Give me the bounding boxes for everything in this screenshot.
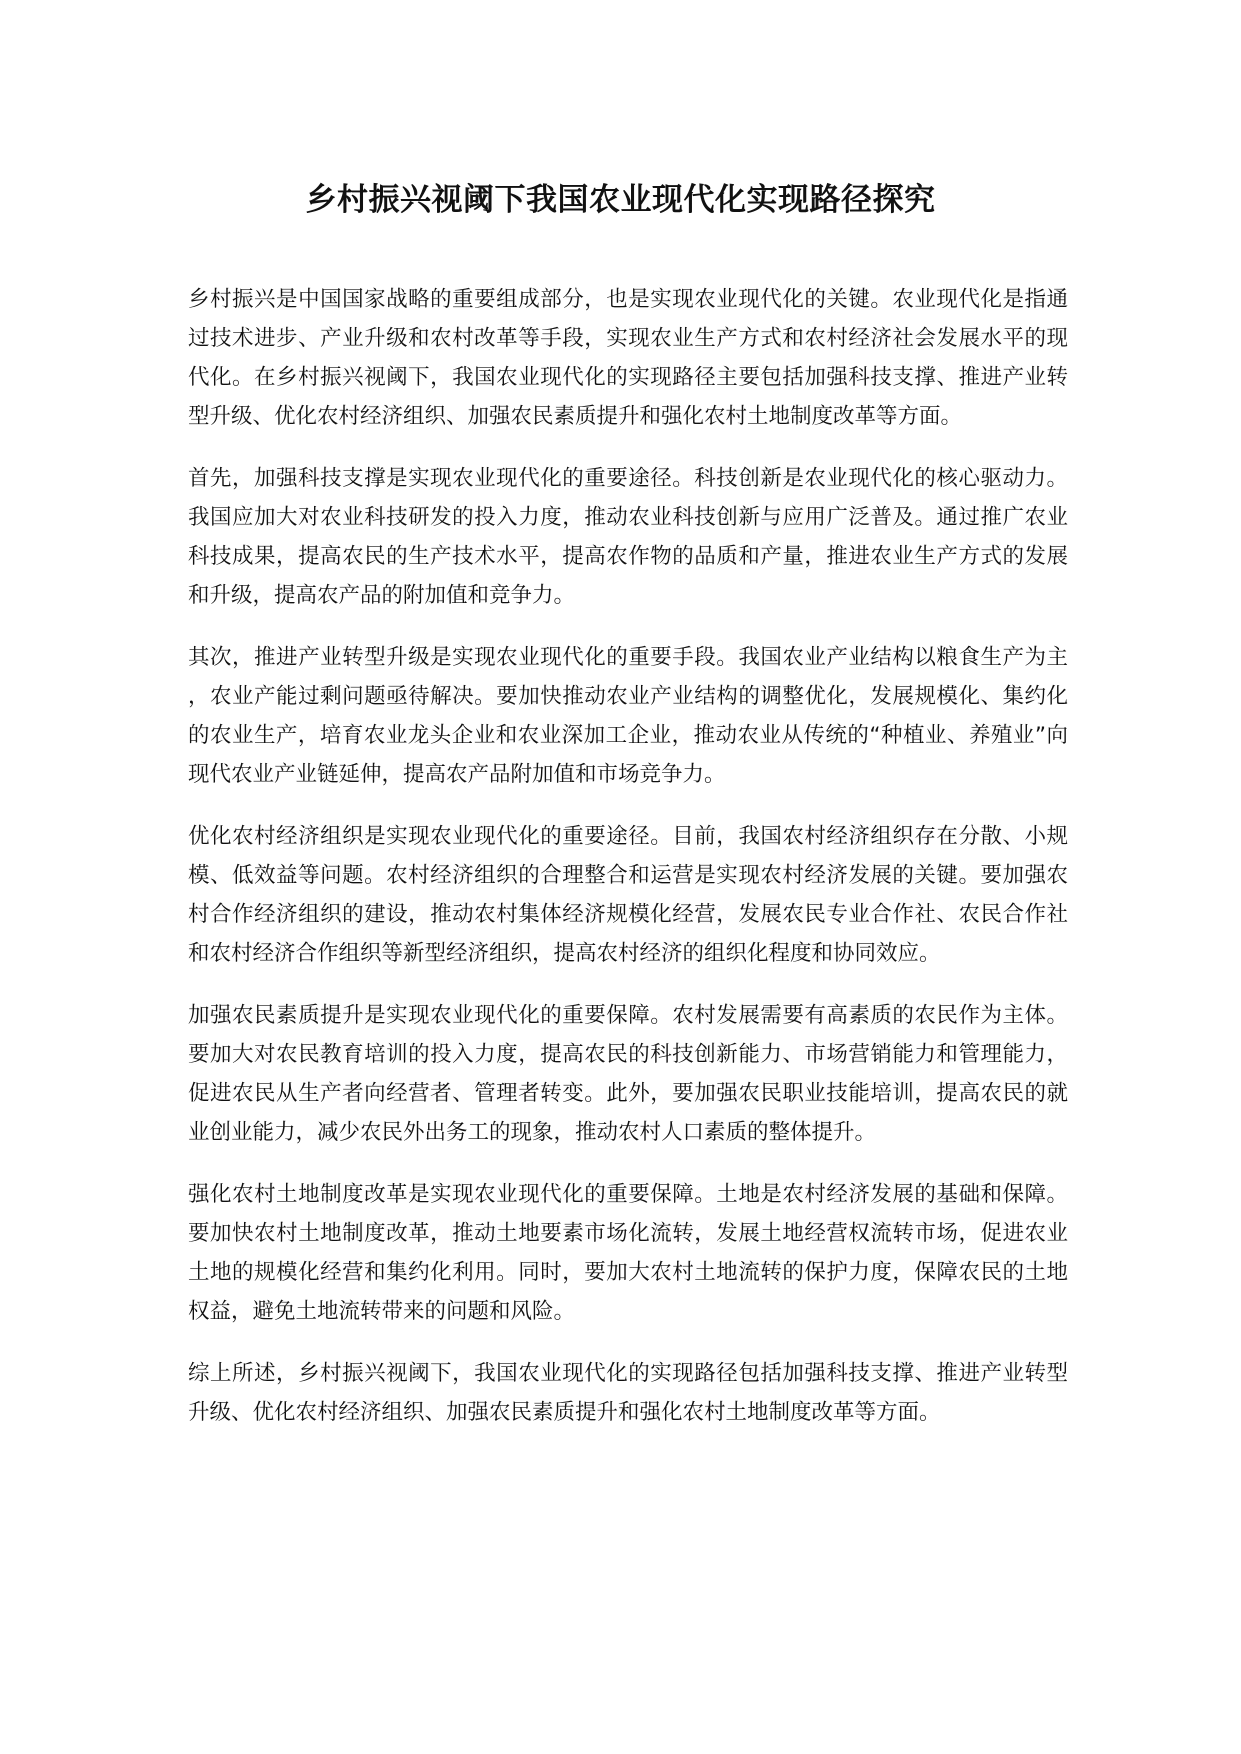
document-body <box>188 280 1068 1455</box>
paragraph-tech-support: 首先，加强科技支撑是实现农业现代化的重要途径。科技创新是农业现代化的核心驱动力。我国应加大对农业科技研发的投入力度，推动农业科技创新与应用广泛普及。通过推广农业科技成果，提高农民的生产技术水平，提高农作物的品质和产量，推进农业生产方式的发展和升级，提高农产品的附加值和竞争力。 <box>188 466 1068 608</box>
paragraph-conclusion: 综上所述，乡村振兴视阈下，我国农业现代化的实现路径包括加强科技支撑、推进产业转型升级、优化农村经济组织、加强农民素质提升和强化农村土地制度改革等方面。 <box>188 1361 1068 1425</box>
paragraph-economic-organization: 优化农村经济组织是实现农业现代化的重要途径。目前，我国农村经济组织存在分散、小规模、低效益等问题。农村经济组织的合理整合和运营是实现农村经济发展的关键。要加强农村合作经济组织的建设，推动农村集体经济规模化经营，发展农民专业合作社、农民合作社和农村经济合作组织等新型经济组织，提高农村经济的组织化程度和协同效应。 <box>188 824 1068 966</box>
paragraph-industry-upgrade: 其次，推进产业转型升级是实现农业现代化的重要手段。我国农业产业结构以粮食生产为主，农业产能过剩问题亟待解决。要加快推动农业产业结构的调整优化，发展规模化、集约化的农业生产，培育农业龙头企业和农业深加工企业，推动农业从传统的“种植业、养殖业”向现代农业产业链延伸，提高农产品附加值和市场竞争力。 <box>188 645 1068 787</box>
document-title: 乡村振兴视阈下我国农业现代化实现路径探究 <box>305 182 936 218</box>
paragraph-farmer-quality: 加强农民素质提升是实现农业现代化的重要保障。农村发展需要有高素质的农民作为主体。要加大对农民教育培训的投入力度，提高农民的科技创新能力、市场营销能力和管理能力，促进农民从生产者向经营者、管理者转变。此外，要加强农民职业技能培训，提高农民的就业创业能力，减少农民外出务工的现象，推动农村人口素质的整体提升。 <box>188 1003 1068 1145</box>
paragraph-land-reform: 强化农村土地制度改革是实现农业现代化的重要保障。土地是农村经济发展的基础和保障。要加快农村土地制度改革，推动土地要素市场化流转，发展土地经营权流转市场，促进农业土地的规模化经营和集约化利用。同时，要加大农村土地流转的保护力度，保障农民的土地权益，避免土地流转带来的问题和风险。 <box>188 1182 1068 1324</box>
paragraph-intro: 乡村振兴是中国国家战略的重要组成部分，也是实现农业现代化的关键。农业现代化是指通过技术进步、产业升级和农村改革等手段，实现农业生产方式和农村经济社会发展水平的现代化。在乡村振兴视阈下，我国农业现代化的实现路径主要包括加强科技支撑、推进产业转型升级、优化农村经济组织、加强农民素质提升和强化农村土地制度改革等方面。 <box>188 287 1068 429</box>
